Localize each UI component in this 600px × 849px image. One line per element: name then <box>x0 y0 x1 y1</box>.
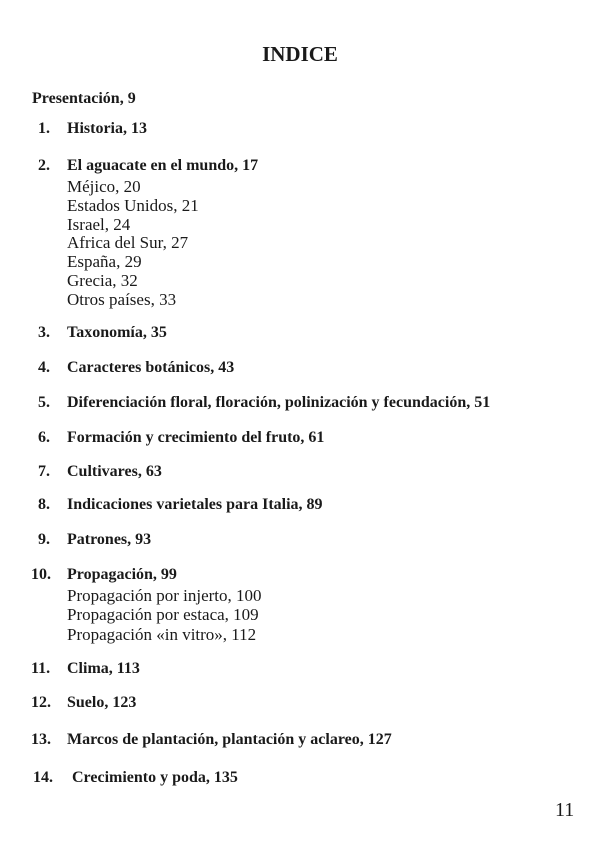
toc-entry-number: 13. <box>31 731 51 748</box>
toc-entry-title: Propagación, 99 <box>67 566 177 583</box>
toc-subentry: Propagación «in vitro», 112 <box>67 624 257 644</box>
toc-entry-number: 5. <box>38 394 50 411</box>
toc-entry-title: Crecimiento y poda, 135 <box>72 769 238 786</box>
toc-subentry: Africa del Sur, 27 <box>67 233 189 253</box>
toc-subentry: Estados Unidos, 21 <box>67 195 199 215</box>
toc-entry-title: Suelo, 123 <box>67 694 137 711</box>
toc-entry-number: 2. <box>38 157 50 174</box>
toc-entry-title: Diferenciación floral, floración, polinización y fecundación, 51 <box>67 394 491 411</box>
toc-entry-title: Patrones, 93 <box>67 531 152 548</box>
toc-subentry: Propagación por estaca, 109 <box>67 605 259 625</box>
page-number: 11 <box>555 799 575 821</box>
toc-entry-title: Cultivares, 63 <box>67 463 162 480</box>
toc-subentry: Otros países, 33 <box>67 289 177 309</box>
toc-entry-number: 8. <box>38 496 50 513</box>
toc-entry-number: 12. <box>31 694 51 711</box>
toc-entry-title: Historia, 13 <box>67 120 147 137</box>
toc-subentry: España, 29 <box>67 252 142 272</box>
toc-entry-number: 11. <box>31 660 51 677</box>
toc-entry-title: Indicaciones varietales para Italia, 89 <box>67 496 323 513</box>
toc-entry-title: Taxonomía, 35 <box>67 324 167 341</box>
toc-subentry: Propagación por injerto, 100 <box>67 586 262 605</box>
toc-entry-number: 10. <box>31 566 51 583</box>
toc-entry-title: Marcos de plantación, plantación y aclareo, 127 <box>67 731 392 748</box>
toc-entry-number: 9. <box>38 531 50 548</box>
toc-entry-number: 6. <box>38 429 50 446</box>
toc-entry-title: El aguacate en el mundo, 17 <box>67 157 259 174</box>
toc-entry-number: 1. <box>38 120 50 137</box>
toc-entry-title: Clima, 113 <box>67 660 140 677</box>
page-title: INDICE <box>262 42 338 66</box>
toc-subentry: Grecia, 32 <box>67 271 138 290</box>
toc-entry-number: 3. <box>38 324 50 341</box>
toc-entry-number: 7. <box>38 463 50 480</box>
toc-entry-number: 14. <box>33 769 53 786</box>
toc-subentry: Israel, 24 <box>67 214 131 234</box>
toc-presentation: Presentación, 9 <box>32 90 136 107</box>
toc-subentry: Méjico, 20 <box>67 177 141 196</box>
toc-entry-title: Formación y crecimiento del fruto, 61 <box>67 429 325 446</box>
toc-entry-number: 4. <box>38 359 50 376</box>
toc-entry-title: Caracteres botánicos, 43 <box>67 359 235 376</box>
